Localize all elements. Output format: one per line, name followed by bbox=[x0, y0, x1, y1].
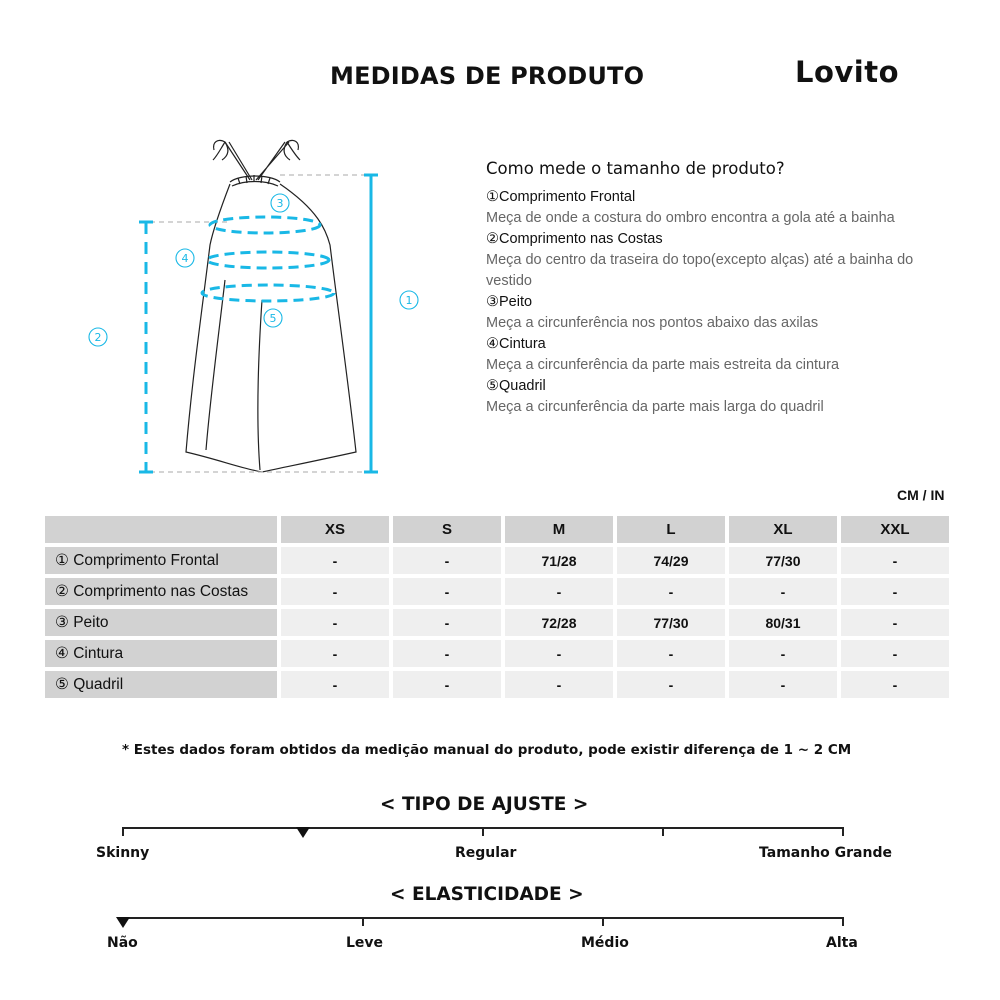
table-cell: - bbox=[281, 671, 389, 698]
row-label: ① Comprimento Frontal bbox=[45, 547, 277, 574]
unit-label: CM / IN bbox=[897, 487, 945, 503]
table-cell: - bbox=[281, 578, 389, 605]
elasticity-label-none: Não bbox=[107, 935, 138, 951]
fit-scale-tick bbox=[842, 827, 844, 836]
elasticity-label-high: Alta bbox=[826, 935, 858, 951]
table-cell: 71/28 bbox=[505, 547, 613, 574]
table-cell: 74/29 bbox=[617, 547, 725, 574]
size-header: XXL bbox=[841, 516, 949, 543]
marker-3: 3 bbox=[276, 197, 284, 210]
table-cell: - bbox=[393, 547, 501, 574]
table-cell: - bbox=[729, 578, 837, 605]
skirt-fold bbox=[258, 300, 262, 470]
guide-question: Como mede o tamanho de produto? bbox=[486, 159, 785, 178]
table-cell: - bbox=[281, 609, 389, 636]
row-label: ⑤ Quadril bbox=[45, 671, 277, 698]
left-tie bbox=[213, 140, 228, 160]
guide-item-title: ①Comprimento Frontal bbox=[486, 189, 636, 205]
table-cell: - bbox=[841, 671, 949, 698]
table-cell: - bbox=[505, 578, 613, 605]
guide-item-desc: Meça de onde a costura do ombro encontra a gola até a bainha bbox=[486, 210, 895, 226]
guide-item-title: ⑤Quadril bbox=[486, 378, 546, 394]
fit-label-large: Tamanho Grande bbox=[759, 845, 892, 861]
table-cell: - bbox=[281, 547, 389, 574]
table-cell: - bbox=[393, 578, 501, 605]
size-header: XL bbox=[729, 516, 837, 543]
elasticity-scale-tick bbox=[842, 917, 844, 926]
table-row bbox=[45, 640, 949, 667]
size-header: M bbox=[505, 516, 613, 543]
table-cell: - bbox=[505, 640, 613, 667]
elasticity-scale-axis bbox=[123, 917, 844, 919]
size-header: S bbox=[393, 516, 501, 543]
table-row bbox=[45, 547, 949, 574]
measurement-guide bbox=[486, 158, 926, 418]
elasticity-scale-title: < ELASTICIDADE > bbox=[390, 884, 584, 905]
fit-label-skinny: Skinny bbox=[96, 845, 150, 861]
guide-item-desc: Meça a circunferência da parte mais estreita da cintura bbox=[486, 357, 840, 373]
table-row bbox=[45, 671, 949, 698]
brand-logo: Lovito bbox=[795, 55, 900, 89]
elasticity-marker-icon bbox=[116, 917, 130, 929]
fit-scale-title: < TIPO DE AJUSTE > bbox=[380, 794, 589, 815]
guide-item-desc: Meça a circunferência da parte mais larga do quadril bbox=[486, 399, 824, 415]
table-cell: 77/30 bbox=[729, 547, 837, 574]
elasticity-label-medium: Médio bbox=[581, 935, 629, 951]
table-cell: - bbox=[617, 640, 725, 667]
table-cell: - bbox=[841, 578, 949, 605]
table-cell: - bbox=[393, 671, 501, 698]
table-cell: - bbox=[841, 609, 949, 636]
table-cell: - bbox=[841, 640, 949, 667]
page-title: MEDIDAS DE PRODUTO bbox=[330, 62, 645, 90]
fit-marker-icon bbox=[296, 827, 310, 839]
row-label: ④ Cintura bbox=[45, 640, 277, 667]
size-table bbox=[41, 512, 953, 702]
marker-2: 2 bbox=[94, 331, 102, 344]
row-label: ③ Peito bbox=[45, 609, 277, 636]
table-row bbox=[45, 578, 949, 605]
elasticity-label-light: Leve bbox=[346, 935, 384, 951]
table-cell: - bbox=[505, 671, 613, 698]
elasticity-scale-tick bbox=[362, 917, 364, 926]
fit-scale-tick bbox=[122, 827, 124, 836]
fit-label-regular: Regular bbox=[455, 845, 517, 861]
size-header: L bbox=[617, 516, 725, 543]
table-cell: - bbox=[729, 640, 837, 667]
table-row bbox=[45, 609, 949, 636]
table-cell: - bbox=[617, 578, 725, 605]
marker-5: 5 bbox=[269, 312, 277, 325]
marker-1: 1 bbox=[405, 294, 413, 307]
table-cell: 77/30 bbox=[617, 609, 725, 636]
table-corner bbox=[45, 516, 277, 543]
elasticity-scale-tick bbox=[602, 917, 604, 926]
waist-ring bbox=[207, 252, 329, 268]
marker-4: 4 bbox=[181, 252, 189, 265]
guide-item-desc: Meça a circunferência nos pontos abaixo das axilas bbox=[486, 315, 819, 331]
guide-item-title: ④Cintura bbox=[486, 336, 546, 352]
skirt-fold-2 bbox=[206, 280, 225, 450]
table-cell: - bbox=[393, 609, 501, 636]
table-cell: - bbox=[841, 547, 949, 574]
fit-scale-tick bbox=[482, 827, 484, 836]
guide-item bbox=[486, 187, 926, 229]
left-strap bbox=[225, 142, 252, 180]
measurement-note: * Estes dados foram obtidos da medição manual do produto, pode existir diferença de 1 ~ 2 CM bbox=[122, 742, 852, 758]
table-cell: - bbox=[729, 671, 837, 698]
guide-item-title: ③Peito bbox=[486, 294, 533, 310]
guide-item bbox=[486, 292, 926, 334]
neckline bbox=[230, 176, 280, 186]
table-cell: 80/31 bbox=[729, 609, 837, 636]
dress-outline bbox=[186, 184, 356, 472]
guide-item-title: ②Comprimento nas Costas bbox=[486, 231, 663, 247]
table-cell: - bbox=[393, 640, 501, 667]
fit-scale-tick bbox=[662, 827, 664, 836]
table-cell: - bbox=[617, 671, 725, 698]
guide-item-desc: Meça do centro da traseira do topo(excepto alças) até a bainha do vestido bbox=[486, 252, 914, 289]
table-cell: - bbox=[281, 640, 389, 667]
table-header-row bbox=[45, 516, 949, 543]
right-tie bbox=[284, 140, 300, 160]
size-header: XS bbox=[281, 516, 389, 543]
guide-item bbox=[486, 334, 926, 376]
table-cell: 72/28 bbox=[505, 609, 613, 636]
guide-item bbox=[486, 376, 926, 418]
hip-ring bbox=[202, 285, 334, 301]
dress-illustration bbox=[80, 130, 440, 490]
row-label: ② Comprimento nas Costas bbox=[45, 578, 277, 605]
guide-item bbox=[486, 229, 926, 292]
chest-ring bbox=[210, 217, 320, 233]
